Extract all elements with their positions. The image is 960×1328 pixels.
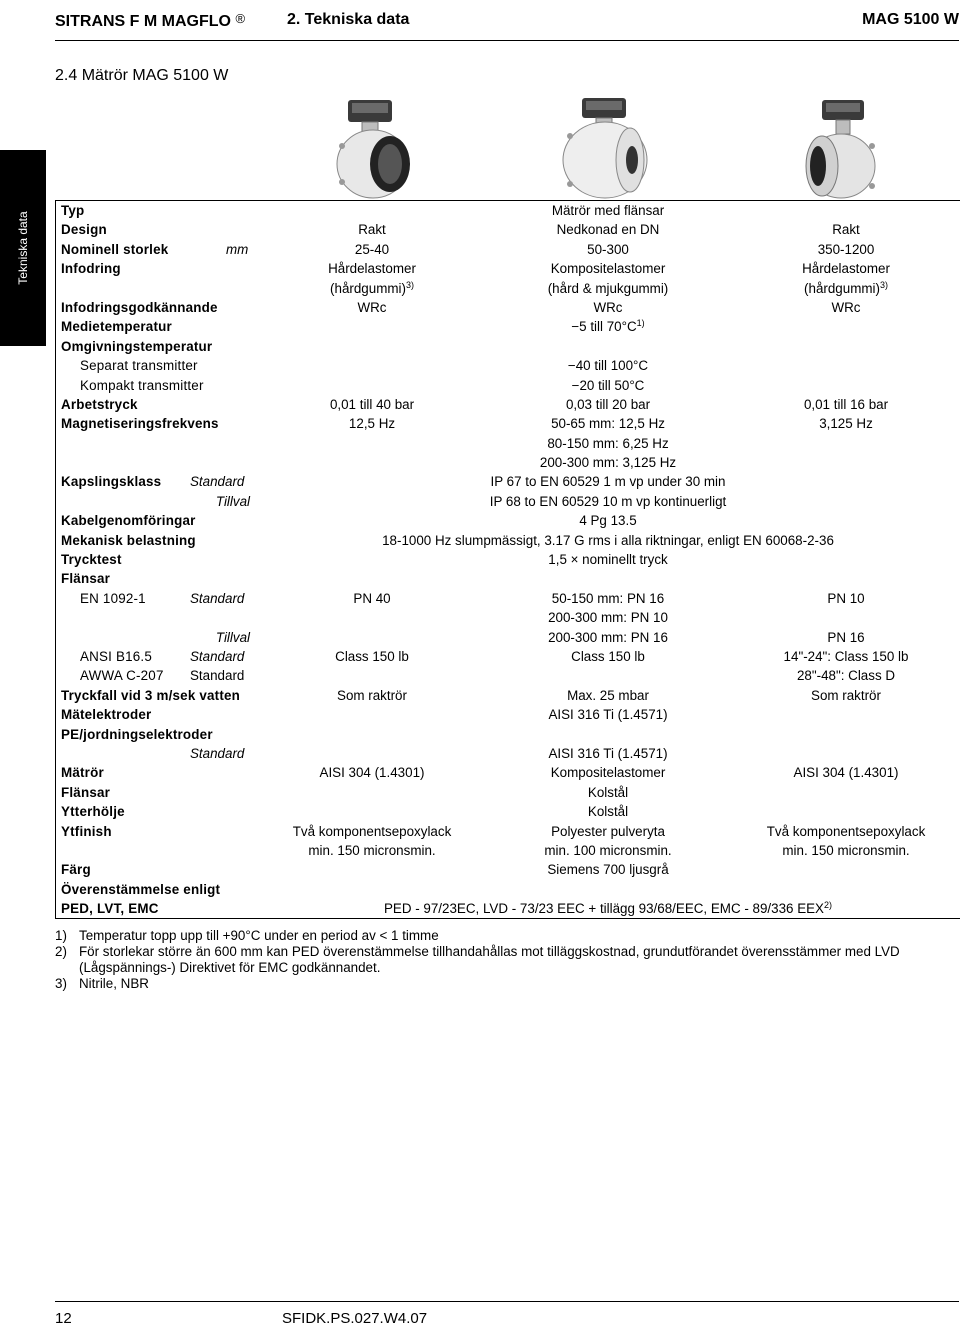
row-pe-standard: Standard AISI 316 Ti (1.4571): [190, 745, 668, 761]
footer-divider: [55, 1301, 959, 1302]
row-ped-lvt-emc: PED, LVT, EMC PED - 97/23EC, LVD - 73/23 EEC + tillägg 93/68/EEC, EMC - 89/336 EEX$^{2)}$: [61, 900, 833, 917]
footnote-3: 3) Nitrile, NBR: [55, 976, 149, 991]
row-flansar: Flänsar: [61, 571, 111, 587]
row-nominell-storlek: Nominell storlek mm 25-40 50-300 350-1200: [61, 241, 875, 257]
footnote-2: 2) För storlekar större än 600 mm kan PED överenstämmelse tillhandahållas mot tilläggskostnad, grundutförandet överensstämmer med LVD (Lågspännings-) Direktivet för EMC godkännandet.: [55, 944, 900, 975]
row-medietemperatur: Medietemperatur −5 till $70^\circ C^{1)}$: [61, 318, 645, 335]
row-magnet-cont-2: 200-300 mm: 3,125 Hz: [539, 455, 677, 471]
flowmeter-image-reduced-bore: [560, 96, 650, 200]
row-ytfinish-cont: min. 150 micronsmin. min. 100 micronsmin. min. 150 micronsmin.: [308, 842, 910, 858]
row-kabelgenomforingar: Kabelgenomföringar 4 Pg 13.5: [61, 513, 637, 529]
row-ytfinish: Ytfinish Två komponentsepoxylack Polyester pulveryta Två komponentsepoxylack: [61, 823, 926, 839]
spec-table: [55, 200, 960, 919]
document-code: SFIDK.PS.027.W4.07: [282, 1310, 428, 1327]
product-name: SITRANS F M MAGFLO ®: [55, 11, 246, 30]
model-name: MAG 5100 W: [862, 11, 959, 28]
flowmeter-image-straight-small: [328, 96, 418, 200]
row-kompakt-transmitter: Kompakt transmitter −20 till 50°C: [80, 377, 645, 393]
row-kapslingsklass: Kapslingsklass Standard IP 67 to EN 60529 1 m vp under 30 min: [61, 474, 726, 490]
row-infodring: Infodring Hårdelastomer Kompositelastomer Hårdelastomer: [61, 261, 890, 277]
row-ytterholje: Ytterhölje Kolstål: [61, 804, 629, 820]
row-magnetiseringsfrekvens: Magnetiseringsfrekvens 12,5 Hz 50-65 mm: 12,5 Hz 3,125 Hz: [61, 416, 873, 432]
row-tryckfall: Tryckfall vid 3 m/sek vatten Som raktrör Max. 25 mbar Som raktrör: [61, 687, 881, 703]
row-arbetstryck: Arbetstryck 0,01 till 40 bar 0,03 till 20 bar 0,01 till 16 bar: [61, 396, 889, 412]
row-design: Design Rakt Nedkonad en DN Rakt: [61, 222, 860, 238]
page-number: 12: [55, 1310, 72, 1327]
footnotes: [55, 928, 960, 992]
row-ansi: ANSI B16.5 Standard Class 150 lb Class 150 lb 14"-24": Class 150 lb: [80, 648, 909, 664]
side-tab-label: Tekniska data: [16, 211, 30, 285]
row-kapsling-tillval: Tillval IP 68 to EN 60529 10 m vp kontinuerligt: [215, 493, 727, 509]
row-pe-jordningselektroder: PE/jordningselektroder: [61, 726, 213, 742]
row-flansar-material: Flänsar Kolstål: [61, 784, 629, 800]
row-omgivningstemperatur: Omgivningstemperatur: [61, 338, 213, 354]
row-infodringsgodkannande: Infodringsgodkännande WRc WRc WRc: [61, 299, 861, 315]
flowmeter-image-straight-large: [796, 96, 886, 200]
chapter-title: 2. Tekniska data: [287, 11, 410, 28]
row-trycktest: Trycktest 1,5 × nominellt tryck: [61, 552, 668, 568]
side-tab: [0, 150, 46, 346]
page-header: [55, 8, 959, 34]
row-farg: Färg Siemens 700 ljusgrå: [61, 862, 669, 878]
row-matelektroder: Mätelektroder AISI 316 Ti (1.4571): [61, 707, 668, 723]
row-matror: Mätrör AISI 304 (1.4301) Kompositelastomer AISI 304 (1.4301): [61, 765, 899, 781]
row-awwa: AWWA C-207 Standard 28"-48": Class D: [80, 668, 896, 684]
row-magnet-cont-1: 80-150 mm: 6,25 Hz: [547, 435, 669, 451]
row-typ: Typ Mätrör med flänsar: [61, 203, 665, 218]
footnote-1: 1) Temperatur topp upp till +90°C under en period av < 1 timme: [55, 928, 439, 943]
row-en-1092-standard: EN 1092-1 Standard PN 40 50-150 mm: PN 16 PN 10: [80, 590, 865, 606]
section-title: 2.4 Mätrör MAG 5100 W: [55, 67, 229, 84]
row-en-1092-tillval: Tillval 200-300 mm: PN 16 PN 16: [215, 629, 865, 645]
header-divider: [55, 40, 959, 41]
row-mekanisk-belastning: Mekanisk belastning 18-1000 Hz slumpmässigt, 3.17 G rms i alla riktningar, enligt EN 60068-2-36: [61, 532, 834, 548]
row-overensstammelse: Överenstämmelse enligt: [61, 881, 221, 897]
row-infodring-cont: (hårdgummi)$^{3)}$ (hård & mjukgummi) (hårdgummi)$^{3)}$: [330, 279, 888, 296]
row-separat-transmitter: Separat transmitter −40 till 100°C: [80, 358, 649, 374]
row-en-1092-standard-cont: 200-300 mm: PN 10: [548, 610, 668, 626]
